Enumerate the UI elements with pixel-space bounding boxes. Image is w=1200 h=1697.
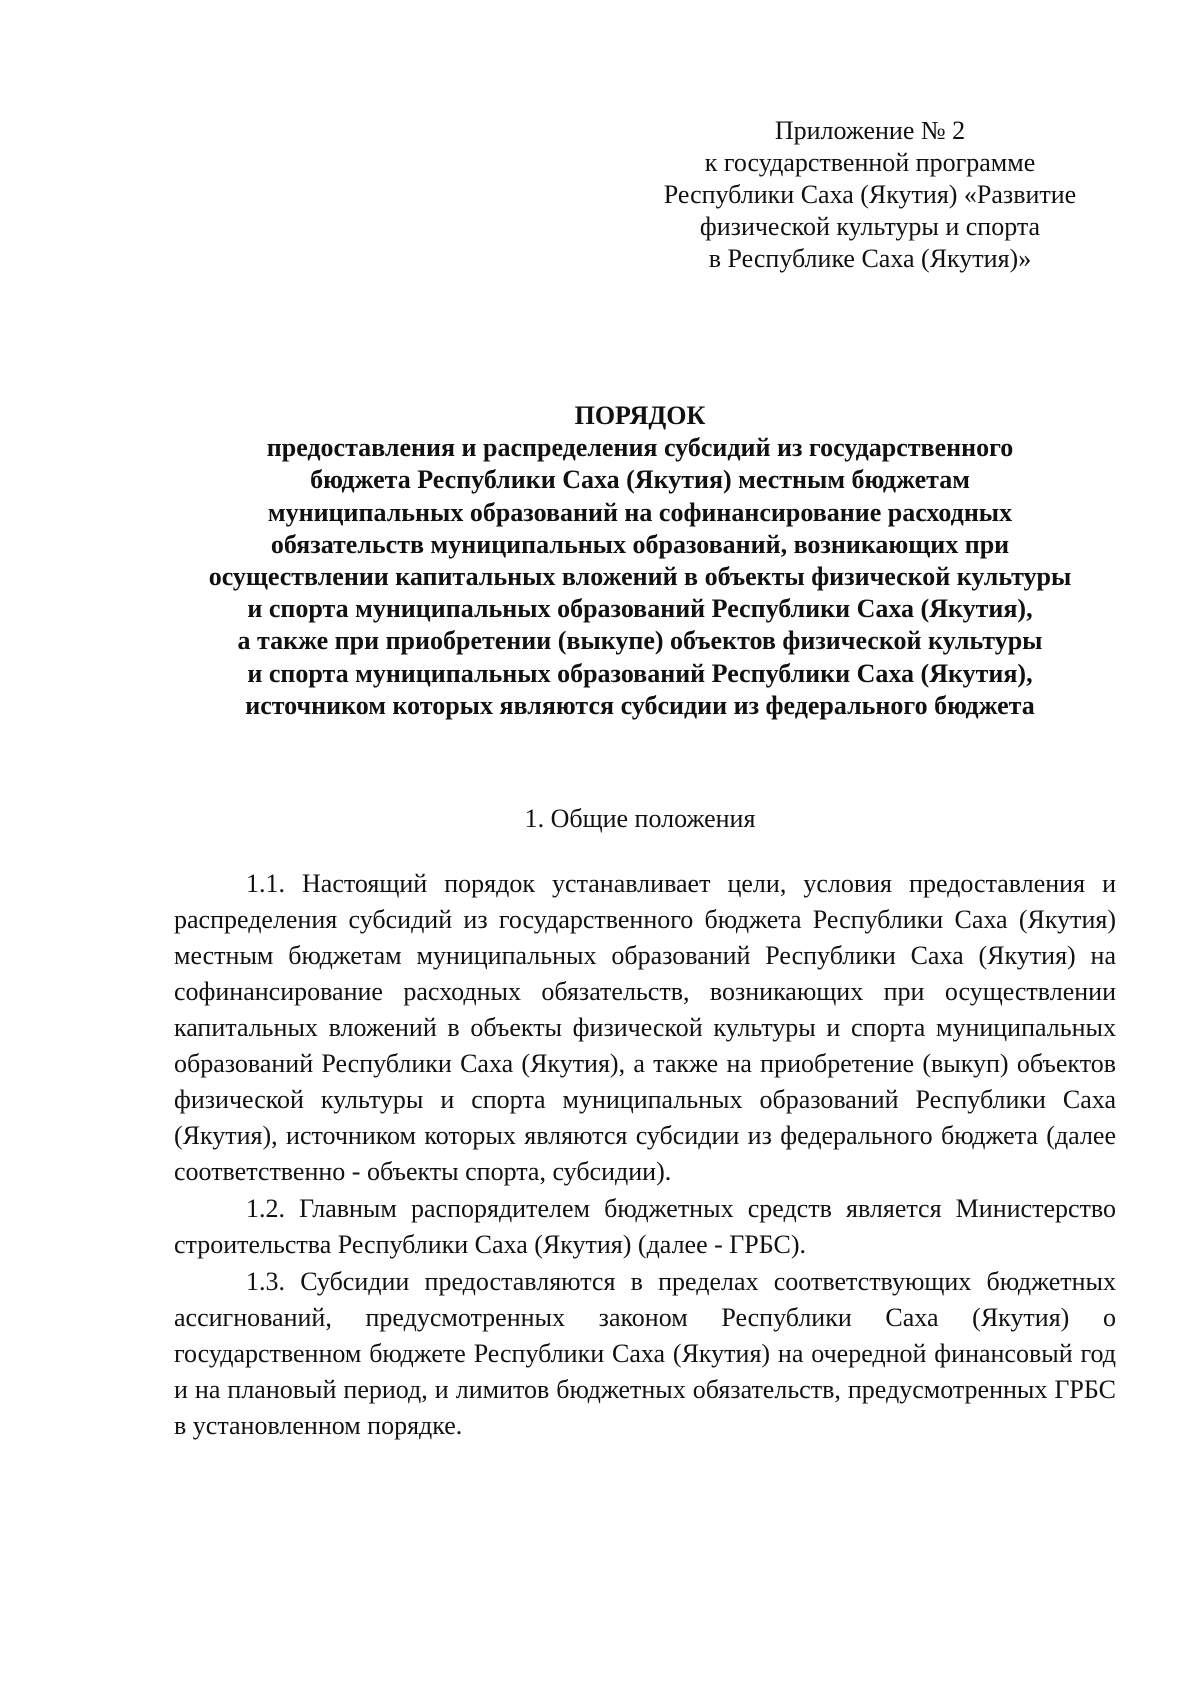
paragraph-1-3: 1.3. Субсидии предоставляются в пределах соответствующих бюджетных ассигнований, предусмотренных законом Республики Саха (Якутия) о государственном бюджете Республики Саха (Якутия) на очередной финансовый год и на плановый период, и лимитов бюджетных обязательств, предусмотренных ГРБС в установленном порядке. [174,1267,1116,1440]
appendix-line: Приложение № 2 [774,116,966,145]
title-line: предоставления и распределения субсидий из государственного [266,433,1014,463]
title-line: и спорта муниципальных образований Республики Саха (Якутия), [247,658,1033,688]
appendix-line: Республики Саха (Якутия) «Развитие [663,180,1077,209]
appendix-note [640,115,1100,275]
title-line: обязательств муниципальных образований, возникающих при [270,529,1010,559]
appendix-line: в Республике Саха (Якутия)» [708,244,1032,273]
paragraph-1-2: 1.2. Главным распорядителем бюджетных средств является Министерство строительства Республики Саха (Якутия) (далее - ГРБС). [174,1194,1116,1259]
title-line: бюджета Республики Саха (Якутия) местным бюджетам [310,465,970,495]
paragraph-1-1: 1.1. Настоящий порядок устанавливает цели, условия предоставления и распределения субсидий из государственного бюджета Республики Саха (Якутия) местным бюджетам муниципальных образований Республики Саха (Якутия) на софинансирование расходных обязательств, возникающих при осуществлении капитальных вложений в объекты физической культуры и спорта муниципальных образований Республики Саха (Якутия), а также на приобретение (выкуп) объектов физической культуры и спорта муниципальных образований Республики Саха (Якутия), источником которых являются субсидии из федерального бюджета (далее соответственно - объекты спорта, субсидии). [174,869,1116,1186]
title-line: муниципальных образований на софинансирование расходных [267,497,1013,527]
title-line: осуществлении капитальных вложений в объекты физической культуры [208,562,1072,592]
title-line: источником которых являются субсидии из федерального бюджета [245,690,1035,720]
section-body [174,866,1116,1444]
title-line: а также при приобретении (выкупе) объектов физической культуры [237,626,1043,656]
appendix-line: физической культуры и спорта [699,212,1041,241]
section-heading: 1. Общие положения [524,804,756,833]
appendix-line: к государственной программе [704,148,1036,177]
title-line: и спорта муниципальных образований Республики Саха (Якутия), [247,594,1033,624]
document-title [160,400,1120,722]
title-heading: ПОРЯДОК [574,401,706,430]
